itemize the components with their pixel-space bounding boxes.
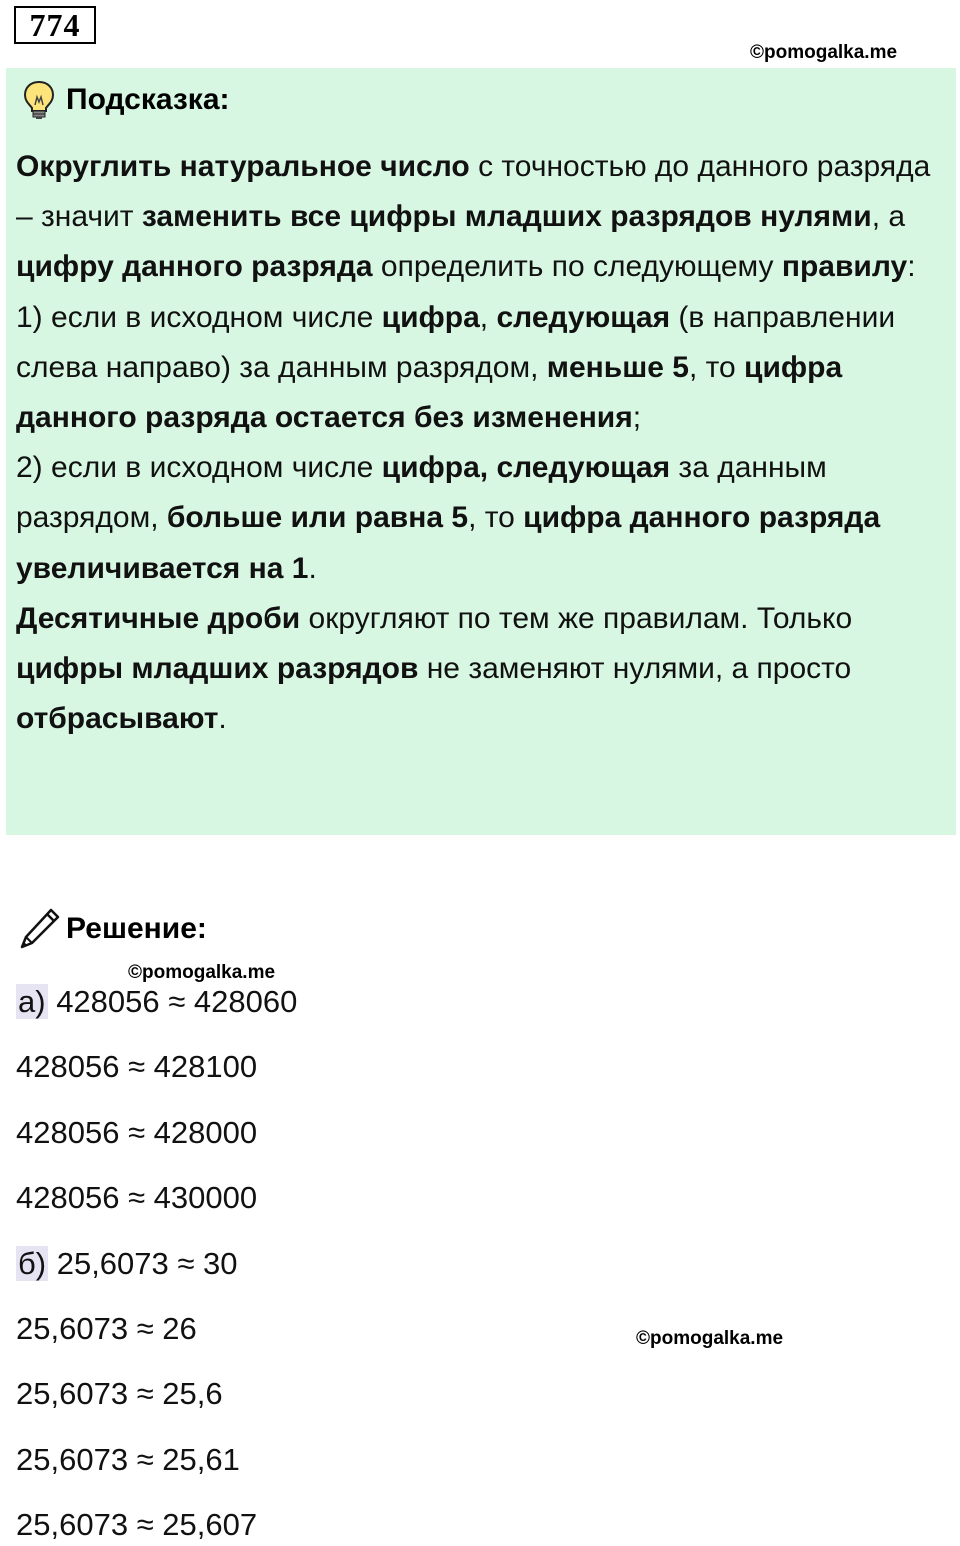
solution-line: [16, 1113, 257, 1153]
hint-span: 1) если в исходном числе: [16, 300, 382, 334]
lightbulb-icon: [22, 80, 56, 120]
hint-bold: цифра данного разряда увеличивается на 1: [16, 501, 881, 585]
hint-span: ;: [632, 401, 642, 435]
solution-part-label: б): [18, 1246, 47, 1281]
hint-span: , а: [871, 200, 906, 234]
solution-line: [16, 982, 297, 1022]
hint-paragraph-definition: [16, 142, 946, 293]
hint-span: 2) если в исходном числе: [16, 451, 382, 485]
solution-line: [16, 1440, 240, 1480]
solution-title: Решение:: [66, 912, 207, 945]
hint-span: за данным разрядом,: [16, 451, 827, 535]
solution-line-text: 25,6073 ≈ 25,6: [16, 1376, 223, 1411]
hint-header: [22, 80, 230, 120]
solution-line-text: 428056 ≈ 428000: [16, 1115, 258, 1150]
hint-bold: цифра данного разряда остается без изменения: [16, 350, 843, 435]
watermark: ©pomogalka.me: [128, 962, 276, 983]
solution-line: [16, 1178, 257, 1218]
solution-line: [16, 1505, 257, 1545]
watermark: ©pomogalka.me: [636, 1328, 784, 1349]
hint-bold: цифра, следующая: [381, 451, 671, 485]
solution-line: [16, 1244, 237, 1284]
hint-bold: заменить все цифры младших разрядов нулями: [141, 200, 872, 234]
solution-header: [18, 905, 207, 953]
hint-bold: Десятичные дроби: [16, 601, 301, 635]
solution-line: [16, 1374, 223, 1414]
solution-line-text: 428056 ≈ 430000: [16, 1180, 258, 1215]
watermark: ©pomogalka.me: [750, 42, 898, 63]
hint-span: .: [308, 551, 317, 585]
solution-line-text: 428056 ≈ 428060: [47, 984, 298, 1019]
solution-line-text: 25,6073 ≈ 25,61: [16, 1442, 240, 1477]
hint-span: округляют по тем же правилам. Только: [300, 601, 853, 635]
solution-line-text: 25,6073 ≈ 30: [48, 1246, 238, 1281]
hint-span: , то: [688, 350, 745, 384]
hint-bold: цифру данного разряда: [16, 250, 373, 284]
hint-span: , то: [468, 501, 524, 535]
solution-line-text: 25,6073 ≈ 25,607: [16, 1507, 258, 1542]
hint-span: определить по следующему: [372, 250, 782, 284]
hint-paragraph-rule-2: [16, 443, 946, 594]
hint-bold: Округлить натуральное число: [16, 150, 470, 183]
hint-bold: цифры младших разрядов: [16, 652, 419, 686]
solution-part-label: а): [18, 984, 46, 1019]
solution-line: [16, 1309, 197, 1349]
hint-paragraph-rule-1: [16, 293, 946, 444]
hint-bold: меньше 5: [546, 350, 689, 384]
hint-span: (в направлении слева направо) за данным разрядом,: [16, 300, 896, 384]
hint-span: ,: [479, 300, 497, 334]
hint-bold: отбрасывают: [16, 702, 219, 736]
solution-line: [16, 1047, 257, 1087]
hint-bold: цифра: [381, 300, 480, 334]
hint-text: [16, 142, 946, 744]
solution-line-text: 428056 ≈ 428100: [16, 1049, 258, 1084]
hint-box: [6, 68, 956, 835]
pencil-icon: [18, 907, 60, 951]
hint-span: .: [218, 702, 227, 736]
solution-line-text: 25,6073 ≈ 26: [16, 1311, 197, 1346]
task-number: 774: [14, 6, 96, 44]
hint-span: :: [907, 250, 916, 284]
hint-span: с точностью до данного разряда – значит: [16, 150, 931, 234]
hint-span: не заменяют нулями, а просто: [418, 652, 852, 686]
hint-title: Подсказка:: [66, 83, 230, 116]
hint-bold: следующая: [496, 300, 671, 334]
hint-bold: правилу: [781, 250, 908, 284]
hint-paragraph-decimals: [16, 594, 946, 745]
hint-bold: больше или равна 5: [166, 501, 469, 535]
